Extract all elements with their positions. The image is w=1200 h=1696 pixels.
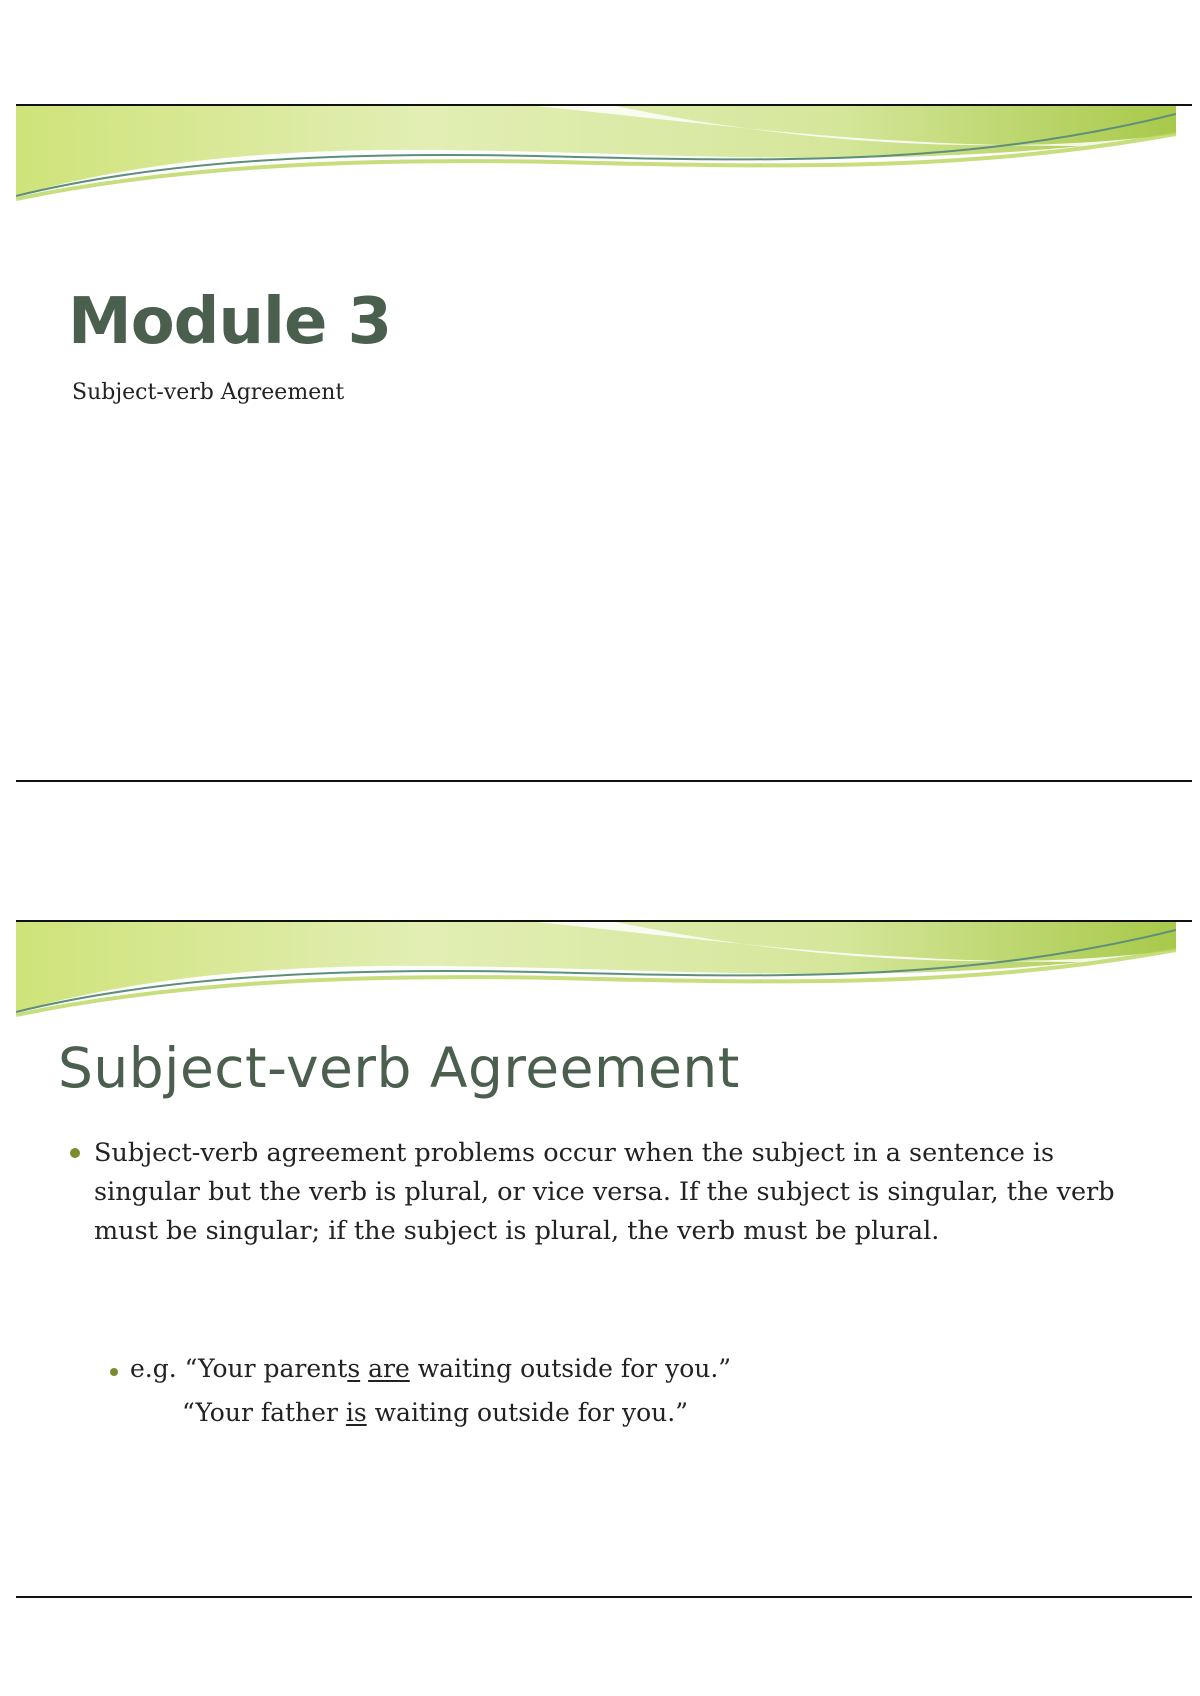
- example-1-verb: are: [368, 1354, 410, 1383]
- slide-bottom-rule: [16, 1596, 1192, 1598]
- example-line-1: [130, 1354, 731, 1384]
- example-1-prefix: e.g. “Your parent: [130, 1354, 348, 1383]
- example-2-prefix: “Your father: [182, 1398, 346, 1427]
- example-line-2: [182, 1398, 688, 1428]
- banner-swoosh-graphic: [16, 104, 1176, 214]
- sub-bullet-dot-icon: [110, 1368, 118, 1376]
- slide-bottom-rule: [16, 780, 1192, 782]
- example-1-suffix: waiting outside for you.”: [409, 1354, 732, 1383]
- module-title: Module 3: [68, 285, 392, 359]
- example-1-space: [360, 1354, 368, 1383]
- example-2-suffix: waiting outside for you.”: [366, 1398, 689, 1427]
- slide-heading: Subject-verb Agreement: [58, 1036, 740, 1100]
- example-1-plural-s: s: [347, 1354, 361, 1383]
- module-subtitle: Subject-verb Agreement: [72, 380, 345, 405]
- banner-swoosh-graphic: [16, 920, 1176, 1030]
- slide-content: [0, 920, 1200, 1600]
- bullet-paragraph: Subject-verb agreement problems occur when the subject in a sentence is singular but the verb is plural, or vice versa. If the subject is singular, the verb must be singular; if the subject is plural, the verb must be plural.: [94, 1138, 1115, 1246]
- slide-title: [0, 104, 1200, 784]
- example-2-verb: is: [345, 1398, 367, 1427]
- bullet-dot-icon: [70, 1148, 80, 1158]
